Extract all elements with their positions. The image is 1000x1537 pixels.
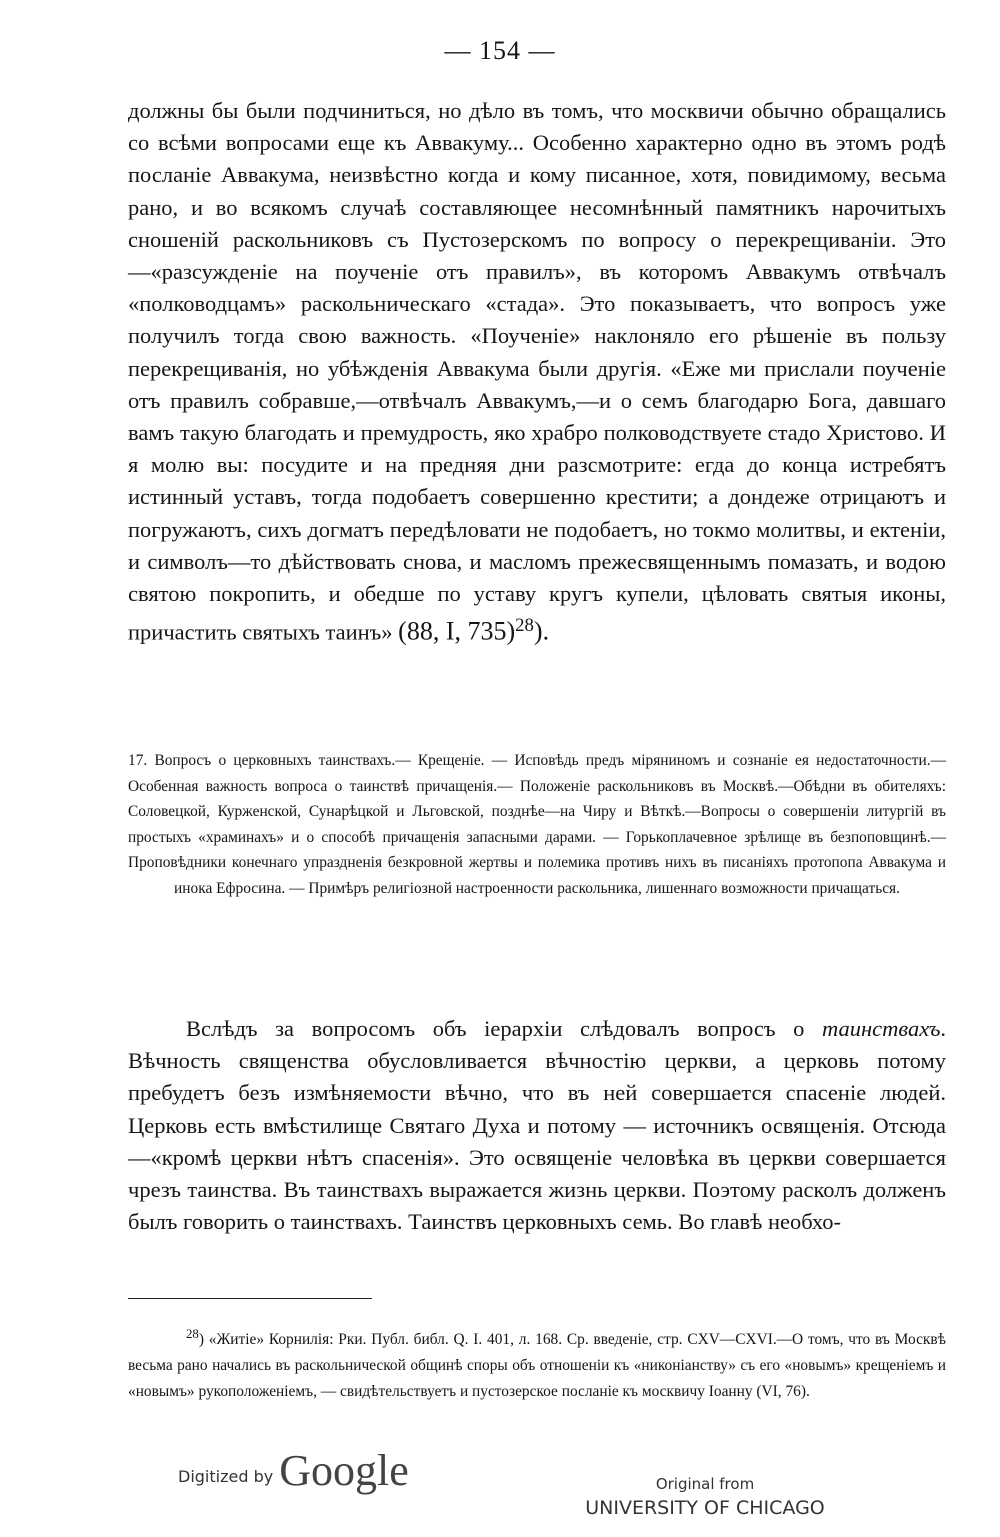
body-text-start: Вслѣдъ за вопросомъ объ іерархіи слѣдовалъ вопросъ о [186, 1016, 822, 1041]
body-paragraph [128, 1013, 946, 1238]
main-text: должны бы были подчиниться, но дѣло въ томъ, что москвичи обычно обращались со всѣми вопросами еще къ Аввакуму... Особенно характерно одно въ этомъ родѣ посланіе Аввакума, неизвѣстно когда и кому писанное, хотя, повидимому, весьма рано, и во всякомъ случаѣ составляющее несомнѣнный памятникъ нарочитыхъ сношеній раскольниковъ съ Пустозерскомъ по вопросу о перекрещиваніи. Это—«разсужденіе на поученіе отъ правилъ», въ которомъ Аввакумъ отвѣчалъ «полководцамъ» раскольническаго «стада». Это показываетъ, что вопросъ уже получилъ тогда свою важность. «Поученіе» наклоняло его рѣшеніе въ пользу перекрещиванія, но убѣжденія Аввакума были другія. «Еже ми прислали поученіе отъ правилъ собравше,—отвѣчалъ Аввакумъ,—и о семъ благодарю Бога, давшаго вамъ такую благодать и премудрость, яко храбро полководствуете стадо Христово. И я молю вы: посудите и на предняя дни разсмотрите: егда до конца истребятъ истинный уставъ, тогда подобаетъ совершенно крестити; а дондеже отрицаютъ и погружаютъ, сихъ догматъ передѣловати не подобаетъ, но токмо молитвы, и ектеніи, и символъ—то дѣйствовать снова, и масломъ прежесвященнымъ помазать, и водою святою покропить, и обедше по уставу кругъ купели, цѣловать святыя иконы, причастить святыхъ таинъ» [128, 98, 946, 645]
original-source-notice [570, 1474, 840, 1522]
footnote-marker: 28 [186, 1327, 199, 1341]
citation-reference: (88, I, 735) [398, 616, 516, 646]
footnote [128, 1321, 946, 1405]
paragraph-end: ). [533, 616, 550, 646]
page-number: — 154 — [444, 36, 556, 65]
body-text-rest: . Вѣчность священства обусловливается вѣчностію церкви, а церковь потому пребудетъ безъ измѣняемости вѣчно, что въ ней совершается спасеніе людей. Церковь есть вмѣстилище Святаго Духа и потому — источникъ освященія. Отсюда—«кромѣ церкви нѣтъ спасенія». Это освященіе человѣка въ церкви совершается чрезъ таинства. Въ таинствахъ выражается жизнь церкви. Поэтому расколъ долженъ былъ говорить о таинствахъ. Таинствъ церковныхъ семь. Во главѣ необхо- [128, 1016, 946, 1235]
emphasized-word: таинствахъ [821, 1016, 941, 1041]
source-institution: UNIVERSITY OF CHICAGO [585, 1497, 825, 1519]
google-logo: Google [279, 1445, 409, 1495]
digitized-by-label: Digitized by [178, 1466, 274, 1486]
footnote-divider [128, 1298, 372, 1299]
section-summary: 17. Вопросъ о церковныхъ таинствахъ.— Крещеніе. — Исповѣдь предъ міряниномъ и сознаніе ея недостаточности.—Особенная важность вопроса о таинствѣ причащенія.— Положеніе раскольниковъ въ Москвѣ.—Обѣдни въ обителяхъ: Соловецкой, Курженской, Сунарѣцкой и Льговской, позднѣе—на Чиру и Вѣткѣ.—Вопросы о совершеніи литургій въ простыхъ «храминахъ» и о способѣ причащенія запасными дарами. — Горькоплачевное зрѣлище въ безпоповщинѣ.—Проповѣдники конечнаго упраздненія безкровной жертвы и полемика противъ нихъ въ писаніяхъ протопопа Аввакума и инока Ефросина. — Примѣръ религіозной настроенности раскольника, лишеннаго возможности причащаться. [128, 752, 946, 897]
original-from-label: Original from [655, 1475, 755, 1493]
footnote-text: ) «Житіе» Корнилія: Рки. Публ. библ. Q. I. 401, л. 168. Ср. введеніе, стр. CXV—CXVI.—О томъ, что въ Москвѣ весьма рано начались въ раскольнической общинѣ споры объ отношеніи къ «никоніанству» съ его «новымъ» крещеніемъ и «новымъ» рукоположеніемъ, — свидѣтельствуетъ и пустозерское посланіе къ москвичу Іоанну (VI, 76). [128, 1331, 946, 1401]
main-paragraph [128, 95, 946, 649]
digitized-by-notice [178, 1440, 409, 1500]
footnote-reference: 28 [515, 615, 534, 637]
